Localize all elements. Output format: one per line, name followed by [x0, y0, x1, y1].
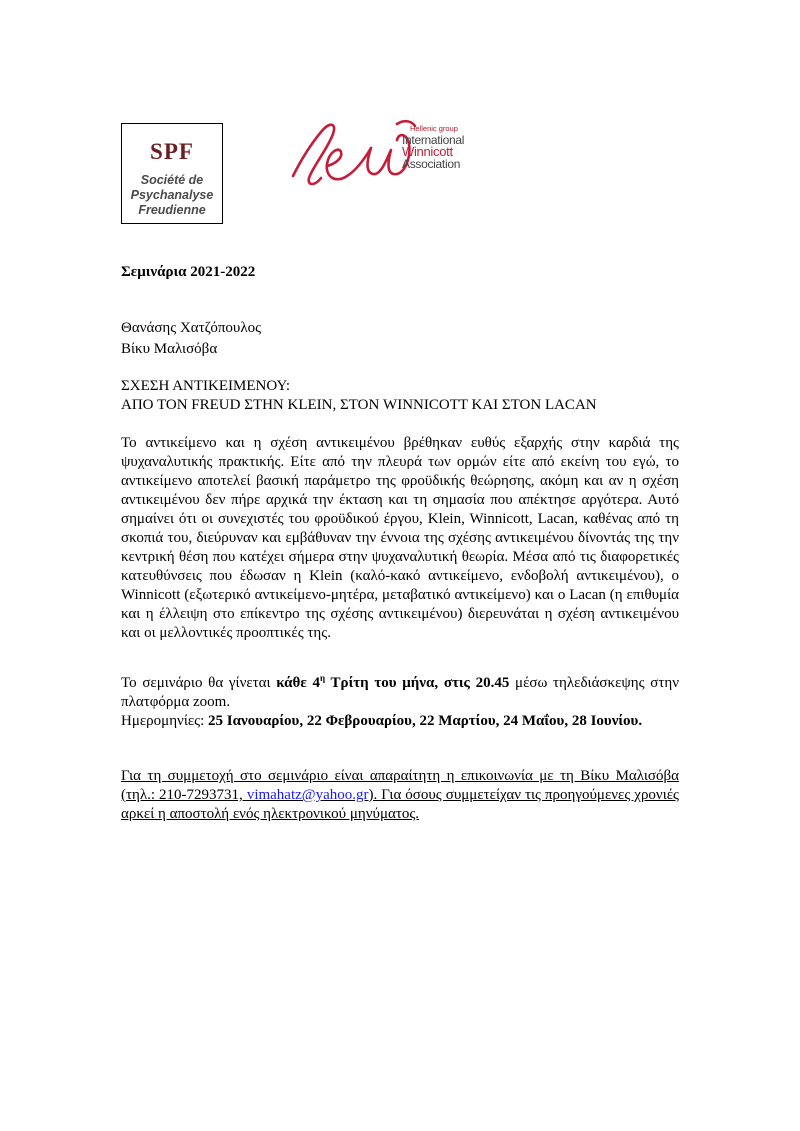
iwa-line-winnicott: Winnicott — [402, 144, 453, 159]
schedule-bold-part2: Τρίτη του μήνα, στις 20.45 — [325, 675, 510, 691]
contact-paragraph — [121, 767, 679, 824]
dates-value: 25 Ιανουαρίου, 22 Φεβρουαρίου, 22 Μαρτίου, 24 Μαΐου, 28 Ιουνίου. — [208, 713, 643, 729]
author-1: Θανάσης Χατζόπουλος — [121, 320, 262, 336]
iwa-line-international: International — [402, 133, 465, 147]
spf-name-line2: Psychanalyse — [130, 188, 214, 202]
authors — [121, 318, 261, 360]
schedule-line — [121, 669, 679, 712]
schedule-paragraph — [121, 669, 679, 731]
subject-line-1: ΣΧΕΣΗ ΑΝΤΙΚΕΙΜΕΝΟΥ: — [121, 378, 291, 394]
spf-name-line1: Société de — [140, 173, 204, 187]
contact-text-after: ). Για όσους συμμετείχαν τις προηγούμενες χρονιές αρκεί η αποστολή ενός ηλεκτρονικού μηνύματος. — [121, 787, 679, 822]
spf-name — [122, 173, 222, 218]
schedule-suffix: μέσω τηλεδιάσκεψης στην πλατφόρμα zoom. — [121, 675, 679, 710]
seminar-title: Σεμινάρια 2021-2022 — [121, 264, 256, 280]
subject-line-2: ΑΠΟ ΤΟΝ FREUD ΣΤΗΝ KLEIN, ΣΤΟΝ WINNICOTT ΚΑΙ ΣΤΟΝ LACAN — [121, 397, 597, 413]
dates-line — [121, 712, 679, 731]
iwa-hellenic-group: Hellenic group — [410, 124, 458, 133]
schedule-prefix: Το σεμινάριο θα γίνεται — [121, 675, 277, 691]
spf-name-line3: Freudienne — [138, 203, 206, 217]
contact-text-before: Για τη συμμετοχή στο σεμινάριο είναι απαραίτητη η επικοινωνία με τη Βίκυ Μαλισόβα (τηλ.: 210-7293731, — [121, 768, 679, 803]
contact-email-link[interactable]: vimahatz@yahoo.gr — [246, 787, 369, 803]
dates-label: Ημερομηνίες: — [121, 713, 209, 729]
author-2: Βίκυ Μαλισόβα — [121, 341, 218, 357]
schedule-bold — [276, 675, 509, 691]
iwa-line-association: Association — [402, 157, 461, 171]
description-paragraph: Το αντικείμενο και η σχέση αντικειμένου βρέθηκαν ευθύς εξαρχής στην καρδιά της ψυχαναλυτικής πρακτικής. Είτε από την πλευρά των ορμών είτε από εκείνη του εγώ, το αντικείμενο αποτελεί βασική παράμετρο της φροϋδικής θεώρησης, ακόμη και αν η σχέση αντικειμένου δεν πήρε αρχικά την έκταση και τη σημασία που απέκτησε αργότερα. Αυτό σημαίνει ότι οι συνεχιστές του φροϋδικού έργου, Klein, Winnicott, Lacan, καθένας από τη σκοπιά του, διεύρυναν και εμβάθυναν την έννοια της σχέσης αντικειμένου δίνοντάς της την κεντρική θέση που κατέχει σήμερα στην ψυχαναλυτική θεωρία. Μέσα από τις διαφορετικές κατευθύνσεις που έδωσαν η Klein (καλό-κακό αντικείμενο, ενδοβολή αντικειμένου), ο Winnicott (εξωτερικό αντικείμενο-μητέρα, μεταβατικό αντικείμενο) και ο Lacan (η επιθυμία και η έλλειψη στο επίκεντρο της σχέσης αντικειμένου) διερευνάται η σχέση αντικειμένου και οι μελλοντικές προοπτικές της. — [121, 435, 679, 641]
spf-logo — [121, 123, 223, 224]
schedule-superscript: η — [320, 673, 326, 683]
seminar-subject — [121, 377, 597, 415]
spf-acronym: SPF — [150, 139, 194, 164]
schedule-bold-part1: κάθε 4 — [276, 675, 320, 691]
iwa-logo-text — [402, 123, 502, 170]
